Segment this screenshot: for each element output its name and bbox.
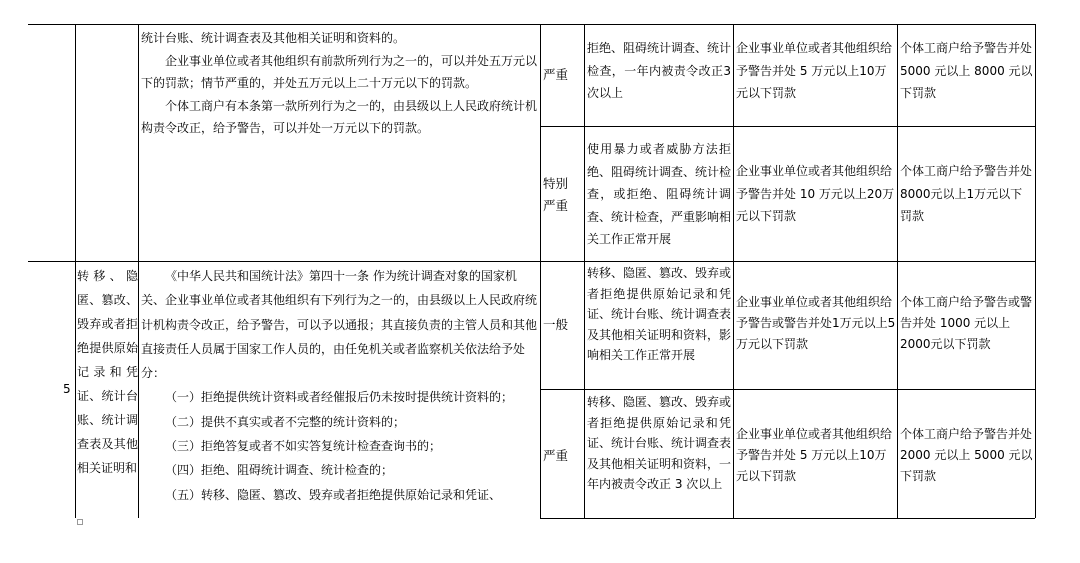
enterprise-penalty-cell: 企业事业单位或者其他组织给予警告或警告并处1万元以上5万元以下罚款 [736,295,896,351]
law-text-intro: 《中华人民共和国统计法》第四十一条 作为统计调查对象的国家机关、企业事业单位或者其他组织有下列行为之一的，由县级以上人民政府统计机构责令改正，给予警告，可以予以通报；其直接负责的主管人员和其他直接责任人员属于国家工作人员的，由任免机关或者监察机关依法给予处分： [141,269,537,381]
level-label: 严重 [543,67,569,82]
item-cell: 转移、隐匿、篡改、毁弃或者拒绝提供原始记录和凭证、统计台账、统计调查表及其他相关证明和 [77,269,138,475]
inner-divider-1 [540,126,1035,127]
inner-divider-2 [540,389,1035,390]
row-number: 5 [63,382,71,396]
vline-1 [75,24,76,518]
law-item: （四）拒绝、阻碍统计调查、统计检查的； [165,463,394,478]
law-text-paragraph: 个体工商户有本条第一款所列行为之一的，由县级以上人民政府统计机构责令改正，给予警告，可以并处一万元以下的罚款。 [141,98,537,135]
end-of-cell-marker [77,519,83,525]
law-item: （五）转移、隐匿、篡改、毁弃或者拒绝提供原始记录和凭证、 [165,487,502,502]
vline-6 [897,24,898,518]
individual-penalty-cell: 个体工商户给予警告并处8000元以上1万元以下罚款 [900,164,1033,223]
individual-penalty-cell: 个体工商户给予警告或警告并处 1000 元以上2000元以下罚款 [900,295,1033,351]
situation-cell: 转移、隐匿、篡改、毁弃或者拒绝提供原始记录和凭证、统计台账、统计调查表及其他相关证明和资料，影响相关工作正常开展 [587,266,731,362]
row-divider [28,261,1035,262]
law-item: （一）拒绝提供统计资料或者经催报后仍未按时提供统计资料的； [165,390,514,405]
law-text-cell-top [141,27,537,259]
individual-penalty-cell: 个体工商户给予警告并处 5000 元以上 8000 元以下罚款 [900,41,1033,100]
individual-penalty-cell: 个体工商户给予警告并处 2000 元以上 5000 元以下罚款 [900,427,1033,483]
enterprise-penalty-cell: 企业事业单位或者其他组织给予警告并处 5 万元以上10万元以下罚款 [736,41,893,100]
vline-5 [733,24,734,518]
vline-2 [138,24,139,518]
enterprise-penalty-cell: 企业事业单位或者其他组织给予警告并处 5 万元以上10万元以下罚款 [736,427,893,483]
law-item: （三）拒绝答复或者不如实答复统计检查查询书的； [165,439,442,454]
vline-3 [540,24,541,518]
law-text-cell-row5 [141,264,537,518]
vline-7 [1035,24,1036,518]
enterprise-penalty-cell: 企业事业单位或者其他组织给予警告并处 10 万元以上20万元以下罚款 [736,164,895,223]
situation-cell: 转移、隐匿、篡改、毁弃或者拒绝提供原始记录和凭证、统计台账、统计调查表及其他相关证明和资料，一年内被责令改正 3 次以上 [587,395,731,491]
law-item: （二）提供不真实或者不完整的统计资料的； [165,414,406,429]
situation-cell: 使用暴力或者威胁方法拒绝、阻碍统计调查、统计检查，或拒绝、阻碍统计调查、统计检查，严重影响相关工作正常开展 [587,142,731,246]
level-label: 特别严重 [543,176,569,213]
law-text-paragraph: 企业事业单位或者其他组织有前款所列行为之一的，可以并处五万元以下的罚款；情节严重的，并处五万元以上二十万元以下的罚款。 [141,53,537,90]
law-text-line: 统计台账、统计调查表及其他相关证明和资料的。 [141,31,406,45]
situation-cell: 拒绝、阻碍统计调查、统计检查，一年内被责令改正3次以上 [587,41,731,100]
level-label: 一般 [543,317,569,332]
bottom-border-right [540,518,1035,519]
top-border [28,24,1035,25]
level-label: 严重 [543,448,569,463]
vline-4 [584,24,585,518]
